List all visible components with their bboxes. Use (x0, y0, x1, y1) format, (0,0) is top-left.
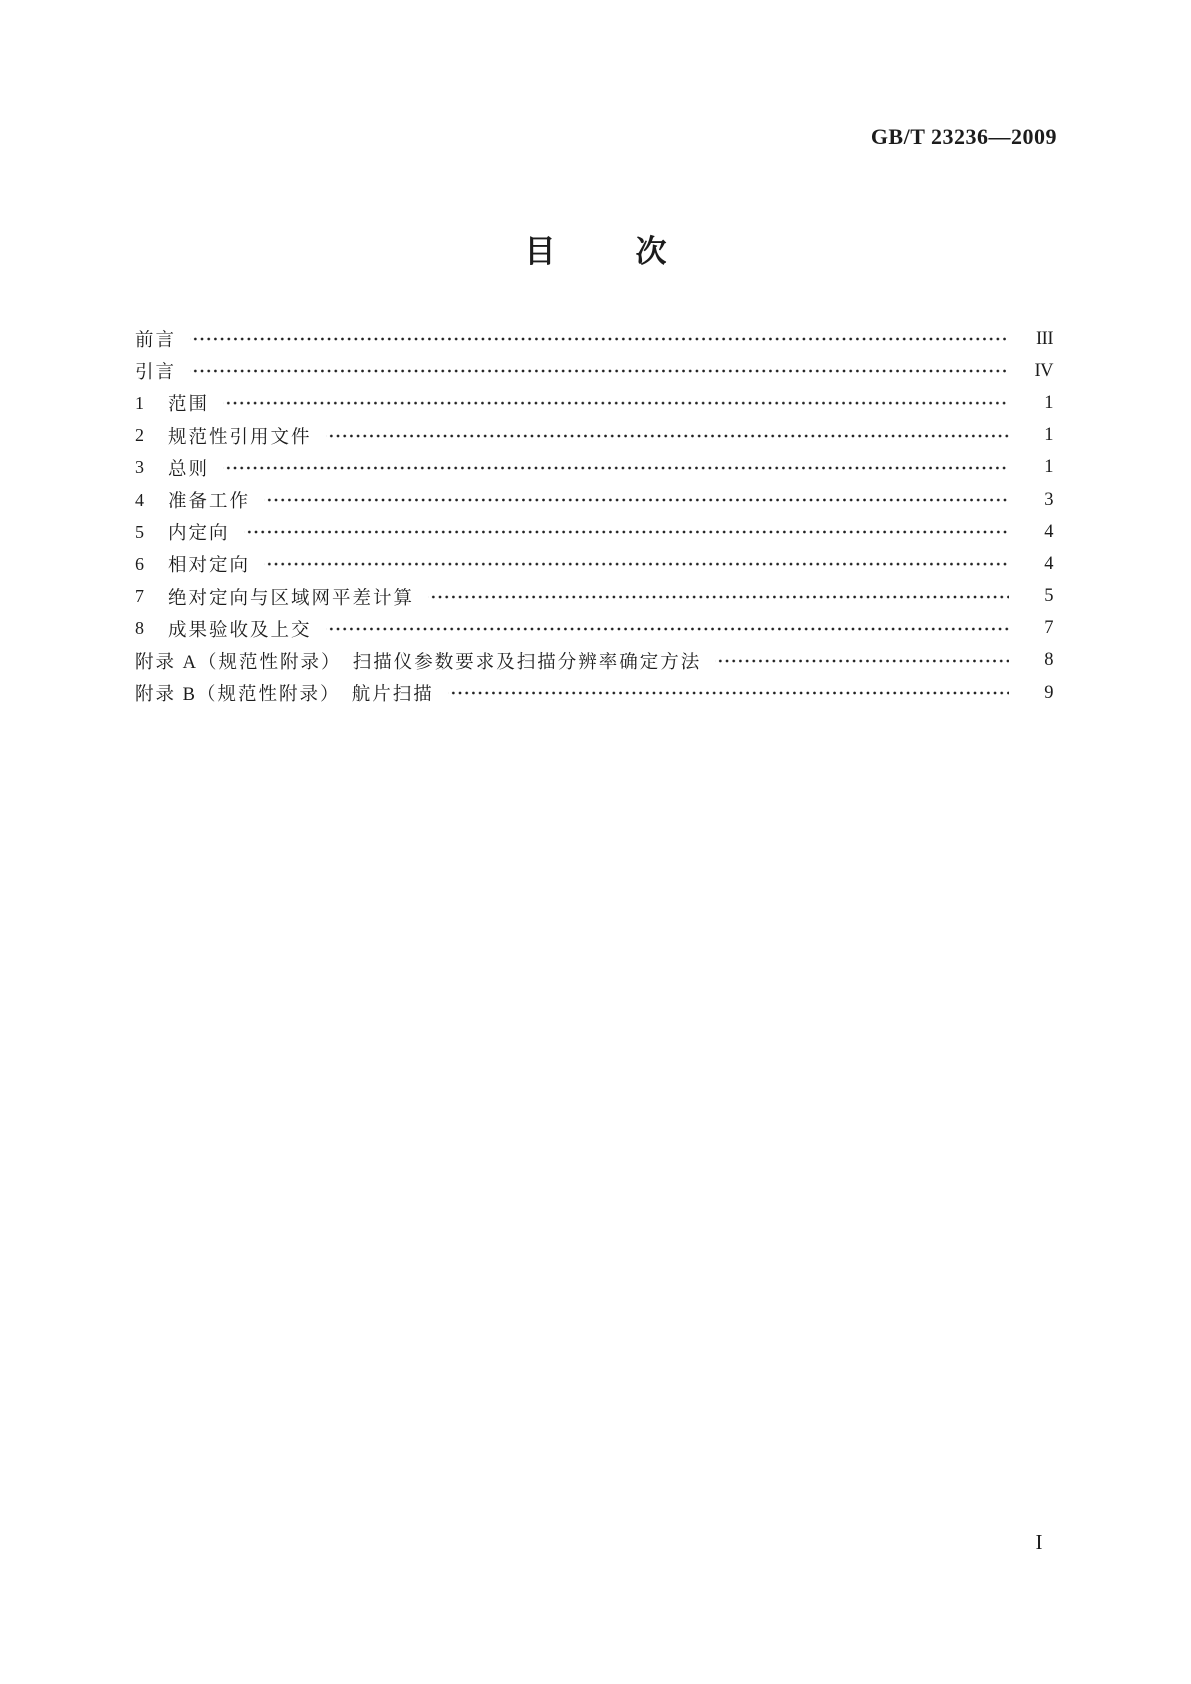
toc-entry-label: 范围 (168, 395, 210, 416)
toc-entry-number: 3 (135, 457, 144, 478)
toc-entry-page: 9 (1044, 682, 1053, 703)
toc-entry-page: 5 (1044, 586, 1053, 607)
toc-entry-page: 1 (1044, 457, 1053, 478)
toc-entry-number: 1 (135, 392, 144, 413)
toc-entry-label: 附录 B（规范性附录） 航片扫描 (135, 685, 434, 706)
toc-entry-label: 绝对定向与区域网平差计算 (168, 588, 415, 609)
toc-entry (135, 677, 1053, 709)
toc-entry-number: 5 (135, 521, 144, 542)
toc-entry-number: 8 (135, 618, 144, 639)
toc-title: 目 次 (524, 234, 673, 269)
toc-entry-number: 7 (135, 586, 144, 607)
toc-entry (135, 387, 1053, 419)
toc-entry-page: 7 (1044, 618, 1053, 639)
toc-entry-label: 内定向 (168, 524, 230, 545)
toc-entry (135, 548, 1053, 580)
toc-entry (135, 516, 1053, 548)
toc-entry (135, 581, 1053, 613)
standard-code: GB/T 23236—2009 (870, 124, 1057, 149)
toc-entry-label: 前言 (135, 331, 177, 352)
toc-entry (135, 355, 1053, 387)
toc-leader-dots (264, 484, 1009, 516)
toc-leader-dots (715, 645, 1009, 677)
toc-leader-dots (326, 613, 1009, 645)
toc-entry-label: 附录 A（规范性附录） 扫描仪参数要求及扫描分辨率确定方法 (135, 652, 702, 673)
toc-leader-dots (223, 452, 1009, 484)
toc-entry-page: IV (1034, 360, 1053, 381)
toc-leader-dots (428, 581, 1009, 613)
toc-entry (135, 323, 1053, 355)
toc-entry-label: 规范性引用文件 (168, 427, 312, 448)
toc-leader-dots (190, 355, 1009, 387)
toc-leader-dots (326, 420, 1009, 452)
toc-entry-label: 准备工作 (168, 492, 251, 513)
toc-entry-number: 4 (135, 489, 144, 510)
toc-entry-page: 1 (1044, 425, 1053, 446)
toc-entry (135, 645, 1053, 677)
toc-entry-label: 成果验收及上交 (168, 620, 312, 641)
toc-entry (135, 420, 1053, 452)
toc-entry (135, 613, 1053, 645)
toc-entry-page: 3 (1044, 489, 1053, 510)
toc-entry-label: 相对定向 (168, 556, 251, 577)
toc-entry (135, 452, 1053, 484)
toc-entry-page: 4 (1044, 553, 1053, 574)
toc-leader-dots (448, 677, 1009, 709)
toc-entry (135, 484, 1053, 516)
toc-list (135, 323, 1053, 709)
page-number-footer: I (1035, 1530, 1043, 1554)
toc-entry-number: 2 (135, 425, 144, 446)
toc-entry-page: III (1036, 328, 1053, 349)
toc-leader-dots (190, 323, 1009, 355)
toc-leader-dots (244, 516, 1009, 548)
toc-entry-page: 4 (1044, 521, 1053, 542)
toc-entry-label: 引言 (135, 363, 177, 384)
toc-leader-dots (223, 387, 1009, 419)
toc-entry-number: 6 (135, 553, 144, 574)
toc-leader-dots (264, 548, 1009, 580)
toc-entry-page: 8 (1044, 650, 1053, 671)
toc-entry-label: 总则 (168, 459, 210, 480)
toc-entry-page: 1 (1044, 392, 1053, 413)
